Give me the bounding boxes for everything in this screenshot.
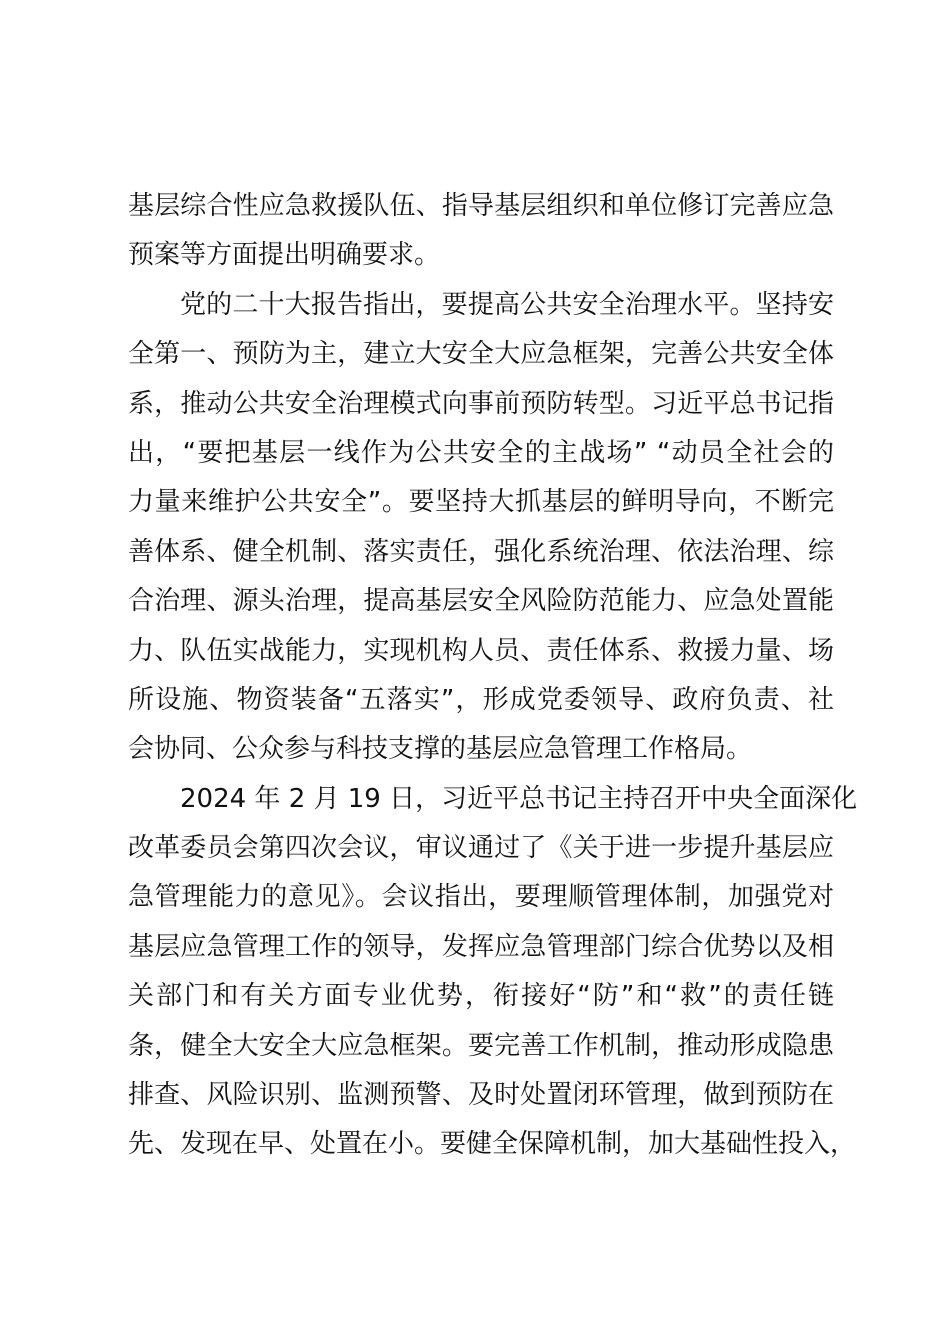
text-line: 善体系、健全机制、落实责任，强化系统治理、依法治理、综 [128,536,834,567]
text-line: 改革委员会第四次会议，审议通过了《关于进一步提升基层应 [128,833,834,864]
text-line: 出，“要把基层一线作为公共安全的主战场” “动员全社会的 [128,437,834,468]
text-line: 排查、风险识别、监测预警、及时处置闭环管理，做到预防在 [128,1080,834,1111]
text-line: 党的二十大报告指出，要提高公共安全治理水平。坚持安 [180,289,834,320]
text-line: 关部门和有关方面专业优势，衔接好“防”和“救”的责任链 [128,981,834,1012]
text-line: 基层应急管理工作的领导，发挥应急管理部门综合优势以及相 [128,931,834,962]
body-text [128,182,858,1170]
text-line: 所设施、物资装备“五落实”，形成党委领导、政府负责、社 [128,684,834,715]
text-line: 2024 年 2 月 19 日，习近平总书记主持召开中央全面深化 [180,783,858,814]
text-line: 力量来维护公共安全”。要坚持大抓基层的鲜明导向，不断完 [128,487,834,518]
text-line: 条，健全大安全大应急框架。要完善工作机制，推动形成隐患 [128,1030,834,1061]
text-line: 急管理能力的意见》。会议指出，要理顺管理体制，加强党对 [128,882,834,913]
text-line: 先、发现在早、处置在小。要健全保障机制，加大基础性投入， [128,1129,857,1160]
text-line: 基层综合性应急救援队伍、指导基层组织和单位修订完善应急 [128,191,834,221]
text-line: 合治理、源头治理，提高基层安全风险防范能力、应急处置能 [128,586,834,617]
text-line: 系，推动公共安全治理模式向事前预防转型。习近平总书记指 [128,388,834,419]
text-line: 会协同、公众参与科技支撑的基层应急管理工作格局。 [128,734,753,765]
text-line: 预案等方面提出明确要求。 [128,240,441,271]
text-line: 力、队伍实战能力，实现机构人员、责任体系、救援力量、场 [128,635,834,666]
text-line: 全第一、预防为主，建立大安全大应急框架，完善公共安全体 [128,339,834,370]
